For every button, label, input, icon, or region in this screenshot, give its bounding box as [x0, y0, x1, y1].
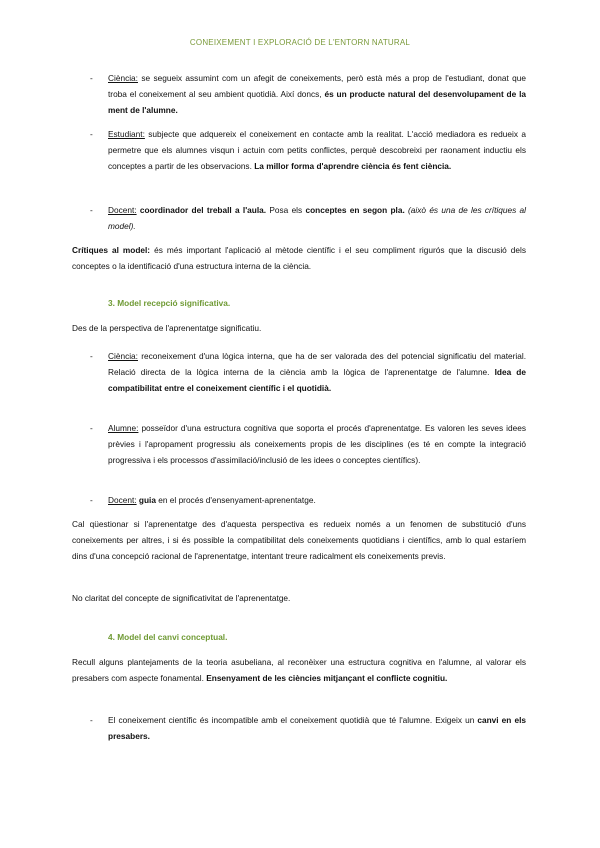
bullet-dash: -	[90, 73, 93, 83]
item-text: posseïdor d'una estructura cognitiva que soporta el procés d'aprenentatge. Es valoren les seves idees prèvies i l'apropament progressiu als coneixements propis de les disciplines (es té en compte la integració progressiva i els processos d'assimilació/inclusió de les idees o conceptes científics).	[108, 423, 526, 465]
critiques-text: és més important l'aplicació al mètode científic i el seu compliment rigurós que la discusió dels conceptes o la identificació d'una estructura interna de la ciència.	[72, 245, 526, 271]
list-item-docent-3	[108, 492, 526, 508]
section4-intro-text: Recull alguns plantejaments de la teoria asubeliana, al reconèixer una estructura cognitiva en l'alumne, al valorar els presabers com aspecte fonamental.	[72, 657, 526, 683]
item-bold-text: canvi en els presabers.	[108, 715, 526, 741]
item-italic-text: (això és una de les crítiques al model).	[108, 205, 526, 231]
term-label: Alumne:	[108, 423, 139, 433]
term-label: Ciència:	[108, 73, 138, 83]
bullet-dash: -	[90, 351, 93, 361]
item-text: reconeixement d'una lògica interna, que ha de ser valorada des del potencial significatiu del material. Relació directa de la lògica interna de la ciència amb la lògica de l'aprenentatge de l'alumne.	[108, 351, 526, 377]
section4-intro	[72, 654, 526, 686]
item-text: Posa els	[266, 205, 306, 215]
list-item-canvi	[108, 712, 526, 744]
term-label: Docent:	[108, 495, 137, 505]
item-text: subjecte que adquereix el coneixement en contacte amb la realitat. L'acció mediadora es redueix a permetre que els alumnes visqun i actuin com petits conflictes, perquè descobreixi per raonament inductiu els conceptes a partir de les observacions.	[108, 129, 526, 171]
critiques-paragraph	[72, 242, 526, 274]
list-item-estudiant	[108, 126, 526, 174]
critiques-label: Crítiques al model:	[72, 245, 151, 255]
item-bold-text: coordinador del treball a l'aula.	[136, 205, 267, 215]
section3-paragraph-2: No claritat del concepte de significativitat de l'aprenentatge.	[72, 593, 291, 603]
item-bold-text: La millor forma d'aprendre ciència és fent ciència.	[254, 161, 452, 171]
list-item-docent	[108, 202, 526, 234]
section4-intro-bold: Ensenyament de les ciències mitjançant el conflicte cognitiu.	[206, 673, 448, 683]
item-bold-text: conceptes en segon pla.	[305, 205, 405, 215]
list-item-ciencia	[108, 70, 526, 118]
item-bold-text: guia	[136, 495, 156, 505]
term-label: Estudiant:	[108, 129, 145, 139]
item-text: en el procés d'ensenyament-aprenentatge.	[155, 495, 316, 505]
list-item-alumne-3	[108, 420, 526, 468]
item-text: El coneixement científic és incompatible amb el coneixement quotidià que té l'alumne. Exigeix un	[108, 715, 478, 725]
term-label: Docent:	[108, 205, 137, 215]
item-bold-text: Idea de compatibilitat entre el coneixement científic i el quotidià.	[108, 367, 526, 393]
bullet-dash: -	[90, 205, 93, 215]
section-heading-3: 3. Model recepció significativa.	[108, 298, 231, 308]
term-label: Ciència:	[108, 351, 138, 361]
section-heading-4: 4. Model del canvi conceptual.	[108, 632, 228, 642]
bullet-dash: -	[90, 129, 93, 139]
running-header: CONEIXEMENT I EXPLORACIÓ DE L'ENTORN NATURAL	[189, 38, 411, 47]
item-text: se segueix assumint com un afegit de coneixements, però està més a prop de l'estudiant, donat que troba el coneixement al seu ambient quotidià. Així doncs,	[108, 73, 526, 99]
bullet-dash: -	[90, 423, 93, 433]
bullet-dash: -	[90, 715, 93, 725]
section3-paragraph-1: Cal qüestionar si l'aprenentatge des d'aquesta perspectiva es redueix només a un fenomen de substitució d'uns coneixements per altres, i si és possible la compatibilitat dels coneixements quotidians i científics, amb lo qual estaríem dins d'una concepció racional de l'aprenentatge, intentant treure radicalment els coneixements previs.	[72, 519, 526, 561]
section3-intro: Des de la perspectiva de l'aprenentatge significatiu.	[72, 323, 262, 333]
list-item-ciencia-3	[108, 348, 526, 396]
item-bold-text: és un producte natural del desenvolupament de la ment de l'alumne.	[108, 89, 526, 115]
bullet-dash: -	[90, 495, 93, 505]
